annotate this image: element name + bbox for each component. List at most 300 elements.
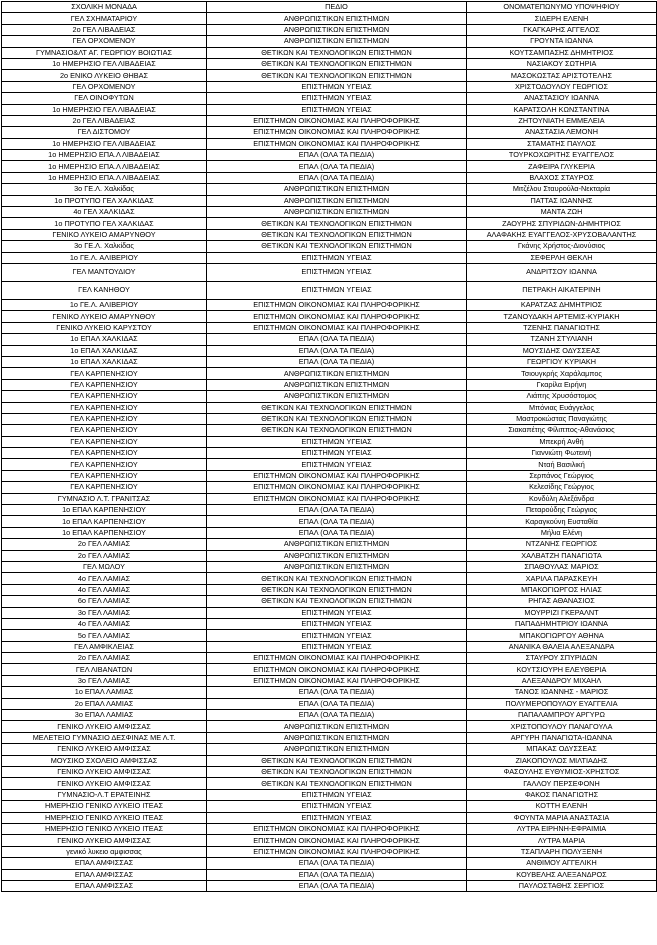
cell-school: 2ο ΓΕΛ ΛΙΒΑΔΕΙΑΣ (2, 115, 207, 126)
cell-candidate: Μιτζέλου Σταυρούλα-Νεκταρία (467, 184, 657, 195)
cell-field: ΑΝΘΡΩΠΙΣΤΙΚΩΝ ΕΠΙΣΤΗΜΩΝ (207, 550, 467, 561)
cell-field: ΕΠΙΣΤΗΜΩΝ ΥΓΕΙΑΣ (207, 801, 467, 812)
cell-candidate: ΧΑΛΒΑΤΖΗ ΠΑΝΑΓΙΩΤΑ (467, 550, 657, 561)
cell-candidate: ΣΤΑΜΑΤΗΣ ΠΑΥΛΟΣ (467, 138, 657, 149)
cell-field: ΑΝΘΡΩΠΙΣΤΙΚΩΝ ΕΠΙΣΤΗΜΩΝ (207, 732, 467, 743)
cell-school: ΕΠΑΛ ΑΜΦΙΣΣΑΣ (2, 880, 207, 891)
cell-school: ΓΕΛ ΚΑΡΠΕΝΗΣΙΟΥ (2, 402, 207, 413)
table-row (2, 448, 657, 459)
cell-field: ΑΝΘΡΩΠΙΣΤΙΚΩΝ ΕΠΙΣΤΗΜΩΝ (207, 721, 467, 732)
table-row (2, 195, 657, 206)
table-row (2, 368, 657, 379)
table-row (2, 630, 657, 641)
cell-field: ΕΠΙΣΤΗΜΩΝ ΥΓΕΙΑΣ (207, 641, 467, 652)
table-row (2, 47, 657, 58)
cell-school: ΓΕΝΙΚΟ ΛΥΚΕΙΟ ΑΜΑΡΥΝΘΟΥ (2, 311, 207, 322)
cell-candidate: Καραγκούνη Ευσταθία (467, 516, 657, 527)
table-row (2, 263, 657, 281)
cell-field: ΑΝΘΡΩΠΙΣΤΙΚΩΝ ΕΠΙΣΤΗΜΩΝ (207, 539, 467, 550)
table-row (2, 584, 657, 595)
cell-school: 2ο ΓΕΛ ΛΑΜΙΑΣ (2, 653, 207, 664)
cell-field: ΕΠΙΣΤΗΜΩΝ ΥΓΕΙΑΣ (207, 263, 467, 281)
table-row (2, 755, 657, 766)
table-row (2, 880, 657, 891)
cell-candidate: ΖΗΤΟΥΝΙΑΤΗ ΕΜΜΕΛΕΙΑ (467, 115, 657, 126)
cell-candidate: ΑΝΑΝΙΚΑ ΘΑΛΕΙΑ ΑΛΕΞΑΝΔΡΑ (467, 641, 657, 652)
cell-field: ΑΝΘΡΩΠΙΣΤΙΚΩΝ ΕΠΙΣΤΗΜΩΝ (207, 184, 467, 195)
cell-school: 1ο ΕΠΑΛ ΧΑΛΚΙΔΑΣ (2, 345, 207, 356)
cell-candidate: ΝΑΣΙΑΚΟΥ ΣΩΤΗΡΙΑ (467, 58, 657, 69)
cell-school: 1ο ΠΡΟΤΥΠΟ ΓΕΛ ΧΑΛΚΙΔΑΣ (2, 195, 207, 206)
cell-candidate: ΤΣΑΠΛΑΡΗ ΠΟΛΥΞΕΝΗ (467, 846, 657, 857)
cell-candidate: ΜΠΑΚΑΣ ΟΔΥΣΣΕΑΣ (467, 744, 657, 755)
cell-candidate: ΚΑΡΑΤΖΑΣ ΔΗΜΗΤΡΙΟΣ (467, 299, 657, 310)
cell-candidate: ΜΑΝΤΑ ΖΩΗ (467, 207, 657, 218)
cell-field: ΕΠΙΣΤΗΜΩΝ ΥΓΕΙΑΣ (207, 812, 467, 823)
cell-field: ΑΝΘΡΩΠΙΣΤΙΚΩΝ ΕΠΙΣΤΗΜΩΝ (207, 207, 467, 218)
table-row (2, 172, 657, 183)
cell-candidate: Γκαρίλα Ειρήνη (467, 379, 657, 390)
table-row (2, 104, 657, 115)
cell-school: 1ο ΠΡΟΤΥΠΟ ΓΕΛ ΧΑΛΚΙΔΑΣ (2, 218, 207, 229)
cell-school: 1ο ΗΜΕΡΗΣΙΟ ΓΕΛ ΛΙΒΑΔΕΙΑΣ (2, 138, 207, 149)
candidates-table (1, 1, 657, 892)
cell-field: ΕΠΙΣΤΗΜΩΝ ΟΙΚΟΝΟΜΙΑΣ ΚΑΙ ΠΛΗΡΟΦΟΡΙΚΗΣ (207, 470, 467, 481)
cell-field: ΕΠΙΣΤΗΜΩΝ ΥΓΕΙΑΣ (207, 618, 467, 629)
cell-school: 5ο ΓΕΛ ΛΑΜΙΑΣ (2, 630, 207, 641)
table-row (2, 835, 657, 846)
table-row (2, 618, 657, 629)
cell-candidate: ΜΠΑΚΟΓΙΩΡΓΟΥ ΑΘΗΝΑ (467, 630, 657, 641)
cell-candidate: ΣΙΔΕΡΗ ΕΛΕΝΗ (467, 13, 657, 24)
cell-candidate: Νταή Βασιλική (467, 459, 657, 470)
cell-field: ΑΝΘΡΩΠΙΣΤΙΚΩΝ ΕΠΙΣΤΗΜΩΝ (207, 24, 467, 35)
cell-school: ΓΕΛ ΜΑΝΤΟΥΔΙΟΥ (2, 263, 207, 281)
cell-school: 4ο ΓΕΛ ΧΑΛΚΙΔΑΣ (2, 207, 207, 218)
cell-field: ΕΠΑΛ (ΟΛΑ ΤΑ ΠΕΔΙΑ) (207, 869, 467, 880)
table-row (2, 573, 657, 584)
cell-school: ΓΕΛ ΚΑΡΠΕΝΗΣΙΟΥ (2, 448, 207, 459)
table-row (2, 675, 657, 686)
cell-candidate: Γιαννιώτη Φωτεινή (467, 448, 657, 459)
cell-field: ΕΠΑΛ (ΟΛΑ ΤΑ ΠΕΔΙΑ) (207, 698, 467, 709)
cell-field: ΘΕΤΙΚΩΝ ΚΑΙ ΤΕΧΝΟΛΟΓΙΚΩΝ ΕΠΙΣΤΗΜΩΝ (207, 425, 467, 436)
cell-field: ΘΕΤΙΚΩΝ ΚΑΙ ΤΕΧΝΟΛΟΓΙΚΩΝ ΕΠΙΣΤΗΜΩΝ (207, 402, 467, 413)
cell-school: ΕΠΑΛ ΑΜΦΙΣΣΑΣ (2, 869, 207, 880)
cell-field: ΘΕΤΙΚΩΝ ΚΑΙ ΤΕΧΝΟΛΟΓΙΚΩΝ ΕΠΙΣΤΗΜΩΝ (207, 58, 467, 69)
cell-school: ΕΠΑΛ ΑΜΦΙΣΣΑΣ (2, 858, 207, 869)
cell-candidate: Σερπάνος Γεώργιος (467, 470, 657, 481)
table-row (2, 229, 657, 240)
table-row (2, 698, 657, 709)
cell-school: ΓΕΝΙΚΟ ΛΥΚΕΙΟ ΑΜΦΙΣΣΑΣ (2, 835, 207, 846)
cell-candidate: ΧΡΙΣΤΟΠΟΥΛΟΥ ΠΑΝΑΓΟΥΛΑ (467, 721, 657, 732)
cell-field: ΘΕΤΙΚΩΝ ΚΑΙ ΤΕΧΝΟΛΟΓΙΚΩΝ ΕΠΙΣΤΗΜΩΝ (207, 47, 467, 58)
table-row (2, 801, 657, 812)
cell-field: ΕΠΙΣΤΗΜΩΝ ΟΙΚΟΝΟΜΙΑΣ ΚΑΙ ΠΛΗΡΟΦΟΡΙΚΗΣ (207, 653, 467, 664)
table-row (2, 70, 657, 81)
table-row (2, 789, 657, 800)
cell-candidate: ΜΟΥΡΡΙΖΙ ΓΚΕΡΑΛΝΤ (467, 607, 657, 618)
cell-school: 1ο ΓΕ.Λ. ΑΛΙΒΕΡΙΟΥ (2, 252, 207, 263)
table-row (2, 721, 657, 732)
cell-field: ΘΕΤΙΚΩΝ ΚΑΙ ΤΕΧΝΟΛΟΓΙΚΩΝ ΕΠΙΣΤΗΜΩΝ (207, 70, 467, 81)
cell-school: ΓΕΛ ΑΜΦΙΚΛΕΙΑΣ (2, 641, 207, 652)
cell-field: ΕΠΑΛ (ΟΛΑ ΤΑ ΠΕΔΙΑ) (207, 172, 467, 183)
cell-candidate: Κονδύλη Αλεξάνδρα (467, 493, 657, 504)
table-row (2, 561, 657, 572)
table-row (2, 93, 657, 104)
cell-candidate: ΤΑΝΟΣ ΙΩΑΝΝΗΣ - ΜΑΡΙΟΣ (467, 687, 657, 698)
table-row (2, 744, 657, 755)
cell-school: 4ο ΓΕΛ ΛΑΜΙΑΣ (2, 584, 207, 595)
cell-field: ΑΝΘΡΩΠΙΣΤΙΚΩΝ ΕΠΙΣΤΗΜΩΝ (207, 368, 467, 379)
cell-school: 3ο ΓΕΛ ΛΑΜΙΑΣ (2, 675, 207, 686)
cell-candidate: ΓΡΟΥΝΤΑ ΙΩΑΝΝΑ (467, 36, 657, 47)
table-row (2, 36, 657, 47)
cell-school: ΗΜΕΡΗΣΙΟ ΓΕΝΙΚΟ ΛΥΚΕΙΟ ΙΤΕΑΣ (2, 812, 207, 823)
table-row (2, 482, 657, 493)
table-row (2, 527, 657, 538)
table-row (2, 607, 657, 618)
cell-school: 2ο ΓΕΛ ΛΑΜΙΑΣ (2, 550, 207, 561)
table-row (2, 241, 657, 252)
cell-field: ΕΠΑΛ (ΟΛΑ ΤΑ ΠΕΔΙΑ) (207, 880, 467, 891)
table-row (2, 24, 657, 35)
cell-school: ΓΕΛ ΛΙΒΑΝΑΤΩΝ (2, 664, 207, 675)
cell-school: ΓΥΜΝΑΣΙΟ Λ.Τ. ΓΡΑΝΙΤΣΑΣ (2, 493, 207, 504)
table-row (2, 858, 657, 869)
cell-school: 3ο ΕΠΑΛ ΛΑΜΙΑΣ (2, 710, 207, 721)
cell-candidate: ΦΑΣΟΥΛΗΣ ΕΥΘΥΜΙΟΣ-ΧΡΗΣΤΟΣ (467, 767, 657, 778)
cell-field: ΕΠΙΣΤΗΜΩΝ ΟΙΚΟΝΟΜΙΑΣ ΚΑΙ ΠΛΗΡΟΦΟΡΙΚΗΣ (207, 675, 467, 686)
cell-school: ΓΕΛ ΚΑΡΠΕΝΗΣΙΟΥ (2, 470, 207, 481)
cell-field: ΕΠΑΛ (ΟΛΑ ΤΑ ΠΕΔΙΑ) (207, 516, 467, 527)
cell-candidate: ΣΤΑΥΡΟΥ ΣΠΥΡΙΔΩΝ (467, 653, 657, 664)
cell-field: ΕΠΙΣΤΗΜΩΝ ΥΓΕΙΑΣ (207, 104, 467, 115)
table-row (2, 539, 657, 550)
table-row (2, 127, 657, 138)
table-row (2, 150, 657, 161)
cell-field: ΕΠΑΛ (ΟΛΑ ΤΑ ΠΕΔΙΑ) (207, 505, 467, 516)
cell-school: ΓΕΝΙΚΟ ΛΥΚΕΙΟ ΑΜΑΡΥΝΘΟΥ (2, 229, 207, 240)
cell-field: ΕΠΙΣΤΗΜΩΝ ΟΙΚΟΝΟΜΙΑΣ ΚΑΙ ΠΛΗΡΟΦΟΡΙΚΗΣ (207, 322, 467, 333)
cell-candidate: ΣΠΑΘΟΥΛΑΣ ΜΑΡΙΟΣ (467, 561, 657, 572)
header-row (2, 2, 657, 13)
cell-field: ΑΝΘΡΩΠΙΣΤΙΚΩΝ ΕΠΙΣΤΗΜΩΝ (207, 391, 467, 402)
cell-school: ΓΕΛ ΔΙΣΤΟΜΟΥ (2, 127, 207, 138)
cell-field: ΕΠΙΣΤΗΜΩΝ ΥΓΕΙΑΣ (207, 252, 467, 263)
cell-candidate: ΖΑΦΕΙΡΑ ΓΛΥΚΕΡΙΑ (467, 161, 657, 172)
cell-field: ΕΠΙΣΤΗΜΩΝ ΟΙΚΟΝΟΜΙΑΣ ΚΑΙ ΠΛΗΡΟΦΟΡΙΚΗΣ (207, 138, 467, 149)
table-row (2, 402, 657, 413)
cell-candidate: ΜΟΥΣΙΔΗΣ ΟΔΥΣΣΕΑΣ (467, 345, 657, 356)
cell-candidate: ΚΟΥΤΣΑΜΠΑΣΗΣ ΔΗΜΗΤΡΙΟΣ (467, 47, 657, 58)
cell-field: ΕΠΙΣΤΗΜΩΝ ΟΙΚΟΝΟΜΙΑΣ ΚΑΙ ΠΛΗΡΟΦΟΡΙΚΗΣ (207, 127, 467, 138)
cell-school: ΓΕΛ ΟΙΝΟΦΥΤΩΝ (2, 93, 207, 104)
cell-field: ΕΠΙΣΤΗΜΩΝ ΥΓΕΙΑΣ (207, 607, 467, 618)
cell-school: ΓΕΛ ΜΩΛΟΥ (2, 561, 207, 572)
table-row (2, 710, 657, 721)
cell-candidate: ΠΑΥΛΟΣΤΑΘΗΣ ΣΕΡΓΙΟΣ (467, 880, 657, 891)
cell-field: ΕΠΙΣΤΗΜΩΝ ΥΓΕΙΑΣ (207, 281, 467, 299)
cell-field: ΕΠΑΛ (ΟΛΑ ΤΑ ΠΕΔΙΑ) (207, 356, 467, 367)
cell-field: ΑΝΘΡΩΠΙΣΤΙΚΩΝ ΕΠΙΣΤΗΜΩΝ (207, 561, 467, 572)
cell-candidate: ΛΥΤΡΑ ΜΑΡΙΑ (467, 835, 657, 846)
cell-school: ΓΕΛ ΚΑΝΗΘΟΥ (2, 281, 207, 299)
table-row (2, 516, 657, 527)
table-row (2, 778, 657, 789)
cell-school: ΓΕΛ ΚΑΡΠΕΝΗΣΙΟΥ (2, 413, 207, 424)
cell-school: 4ο ΓΕΛ ΛΑΜΙΑΣ (2, 618, 207, 629)
cell-candidate: ΤΖΑΝΗ ΣΤΥΛΙΑΝΗ (467, 334, 657, 345)
cell-candidate: ΠΑΠΑΔΗΜΗΤΡΙΟΥ ΙΩΑΝΝΑ (467, 618, 657, 629)
cell-candidate: ΑΝΑΣΤΑΣΙΑ ΛΕΜΟΝΗ (467, 127, 657, 138)
cell-candidate: Κελεσίδης Γεώργιος (467, 482, 657, 493)
table-row (2, 281, 657, 299)
cell-field: ΑΝΘΡΩΠΙΣΤΙΚΩΝ ΕΠΙΣΤΗΜΩΝ (207, 195, 467, 206)
cell-school: 1ο ΕΠΑΛ ΚΑΡΠΕΝΗΣΙΟΥ (2, 527, 207, 538)
table-row (2, 115, 657, 126)
cell-candidate: ΚΟΤΤΗ ΕΛΕΝΗ (467, 801, 657, 812)
cell-school: ΓΕΛ ΚΑΡΠΕΝΗΣΙΟΥ (2, 379, 207, 390)
table-row (2, 299, 657, 310)
cell-school: 2ο ΓΕΛ ΛΑΜΙΑΣ (2, 539, 207, 550)
cell-field: ΕΠΑΛ (ΟΛΑ ΤΑ ΠΕΔΙΑ) (207, 334, 467, 345)
cell-field: ΕΠΑΛ (ΟΛΑ ΤΑ ΠΕΔΙΑ) (207, 345, 467, 356)
table-row (2, 823, 657, 834)
cell-candidate: ΦΟΥΝΤΑ ΜΑΡΙΑ ΑΝΑΣΤΑΣΙΑ (467, 812, 657, 823)
cell-field: ΕΠΑΛ (ΟΛΑ ΤΑ ΠΕΔΙΑ) (207, 687, 467, 698)
header-field: ΠΕΔΙΟ (207, 2, 467, 13)
table-row (2, 436, 657, 447)
cell-field: ΑΝΘΡΩΠΙΣΤΙΚΩΝ ΕΠΙΣΤΗΜΩΝ (207, 13, 467, 24)
cell-field: ΘΕΤΙΚΩΝ ΚΑΙ ΤΕΧΝΟΛΟΓΙΚΩΝ ΕΠΙΣΤΗΜΩΝ (207, 767, 467, 778)
cell-candidate: ΣΕΦΕΡΛΗ ΘΕΚΛΗ (467, 252, 657, 263)
cell-field: ΕΠΙΣΤΗΜΩΝ ΥΓΕΙΑΣ (207, 93, 467, 104)
table-row (2, 596, 657, 607)
cell-candidate: ΑΝΘΙΜΟΥ ΑΓΓΕΛΙΚΗ (467, 858, 657, 869)
table-row (2, 311, 657, 322)
cell-candidate: ΓΑΛΛΟΥ ΠΕΡΣΕΦΟΝΗ (467, 778, 657, 789)
cell-candidate: ΛΥΤΡΑ ΕΙΡΗΝΗ-ΕΦΡΑΙΜΙΑ (467, 823, 657, 834)
cell-school: 3ο ΓΕ.Λ. Χαλκίδας (2, 184, 207, 195)
cell-school: 1ο ΗΜΕΡΗΣΙΟ ΕΠΑ.Λ ΛΙΒΑΔΕΙΑΣ (2, 161, 207, 172)
table-row (2, 345, 657, 356)
cell-school: 1ο ΕΠΑΛ ΚΑΡΠΕΝΗΣΙΟΥ (2, 505, 207, 516)
cell-school: ΓΥΜΝΑΣΙΟ-Λ.Τ ΕΡΑΤΕΙΝΗΣ (2, 789, 207, 800)
cell-field: ΕΠΙΣΤΗΜΩΝ ΥΓΕΙΑΣ (207, 630, 467, 641)
table-row (2, 161, 657, 172)
cell-candidate: ΤΖΕΝΗΣ ΠΑΝΑΓΙΩΤΗΣ (467, 322, 657, 333)
cell-field: ΕΠΑΛ (ΟΛΑ ΤΑ ΠΕΔΙΑ) (207, 710, 467, 721)
cell-school: ΗΜΕΡΗΣΙΟ ΓΕΝΙΚΟ ΛΥΚΕΙΟ ΙΤΕΑΣ (2, 801, 207, 812)
cell-school: ΓΕΝΙΚΟ ΛΥΚΕΙΟ ΑΜΦΙΣΣΑΣ (2, 778, 207, 789)
cell-school: 1ο ΕΠΑΛ ΚΑΡΠΕΝΗΣΙΟΥ (2, 516, 207, 527)
cell-school: ΓΕΝΙΚΟ ΛΥΚΕΙΟ ΑΜΦΙΣΣΑΣ (2, 767, 207, 778)
cell-candidate: ΧΑΡΙΛΑ ΠΑΡΑΣΚΕΥΗ (467, 573, 657, 584)
cell-candidate: ΒΛΑΧΟΣ ΣΤΑΥΡΟΣ (467, 172, 657, 183)
cell-candidate: Μπόνιας Ευάγγελος (467, 402, 657, 413)
cell-field: ΕΠΑΛ (ΟΛΑ ΤΑ ΠΕΔΙΑ) (207, 527, 467, 538)
cell-field: ΕΠΙΣΤΗΜΩΝ ΥΓΕΙΑΣ (207, 448, 467, 459)
cell-candidate: ΚΑΡΑΤΣΟΛΗ ΚΩΝΣΤΑΝΤΙΝΑ (467, 104, 657, 115)
table-row (2, 184, 657, 195)
cell-school: 1ο ΗΜΕΡΗΣΙΟ ΕΠΑ.Λ ΛΙΒΑΔΕΙΑΣ (2, 150, 207, 161)
table-row (2, 391, 657, 402)
cell-school: γενικό λυκειο αμφισσας (2, 846, 207, 857)
cell-candidate: ΡΗΓΑΣ ΑΘΑΝΑΣΙΟΣ (467, 596, 657, 607)
table-row (2, 413, 657, 424)
header-candidate: ΟΝΟΜΑΤΕΠΩΝΥΜΟ ΥΠΟΨΗΦΙΟΥ (467, 2, 657, 13)
cell-school: 2ο ΓΕΛ ΛΙΒΑΔΕΙΑΣ (2, 24, 207, 35)
table-row (2, 334, 657, 345)
table-row (2, 653, 657, 664)
cell-field: ΕΠΙΣΤΗΜΩΝ ΟΙΚΟΝΟΜΙΑΣ ΚΑΙ ΠΛΗΡΟΦΟΡΙΚΗΣ (207, 493, 467, 504)
cell-candidate: Σιακαπέτης Φίλιππος-Αθανάσιος (467, 425, 657, 436)
cell-field: ΘΕΤΙΚΩΝ ΚΑΙ ΤΕΧΝΟΛΟΓΙΚΩΝ ΕΠΙΣΤΗΜΩΝ (207, 596, 467, 607)
cell-school: ΓΕΛ ΚΑΡΠΕΝΗΣΙΟΥ (2, 436, 207, 447)
cell-field: ΕΠΙΣΤΗΜΩΝ ΟΙΚΟΝΟΜΙΑΣ ΚΑΙ ΠΛΗΡΟΦΟΡΙΚΗΣ (207, 846, 467, 857)
cell-school: 2ο ΕΠΑΛ ΛΑΜΙΑΣ (2, 698, 207, 709)
table-row (2, 138, 657, 149)
cell-candidate: ΝΤΖΑΝΗΣ ΓΕΩΡΓΙΟΣ (467, 539, 657, 550)
cell-field: ΘΕΤΙΚΩΝ ΚΑΙ ΤΕΧΝΟΛΟΓΙΚΩΝ ΕΠΙΣΤΗΜΩΝ (207, 573, 467, 584)
table-row (2, 812, 657, 823)
cell-candidate: ΓΕΩΡΓΙΟΥ ΚΥΡΙΑΚΗ (467, 356, 657, 367)
cell-candidate: ΠΕΤΡΑΚΗ ΑΙΚΑΤΕΡΙΝΗ (467, 281, 657, 299)
cell-candidate: Τσιουγκρής Χαράλαμπος (467, 368, 657, 379)
table-row (2, 425, 657, 436)
cell-candidate: ΖΑΟΥΡΗΣ ΣΠΥΡΙΔΩΝ-ΔΗΜΗΤΡΙΟΣ (467, 218, 657, 229)
table-row (2, 687, 657, 698)
cell-school: ΜΟΥΣΙΚΟ ΣΧΟΛΕΙΟ ΑΜΦΙΣΣΑΣ (2, 755, 207, 766)
cell-field: ΕΠΙΣΤΗΜΩΝ ΥΓΕΙΑΣ (207, 436, 467, 447)
table-row (2, 218, 657, 229)
cell-school: 6ο ΓΕΛ ΛΑΜΙΑΣ (2, 596, 207, 607)
cell-candidate: ΜΑΣΟΚΩΣΤΑΣ ΑΡΙΣΤΟΤΕΛΗΣ (467, 70, 657, 81)
cell-candidate: ΓΚΑΓΚΑΡΗΣ ΑΓΓΕΛΟΣ (467, 24, 657, 35)
cell-candidate: ΑΝΔΡΙΤΣΟΥ ΙΩΑΝΝΑ (467, 263, 657, 281)
cell-candidate: Μήλια Ελένη (467, 527, 657, 538)
cell-candidate: Μπεκρή Ανθή (467, 436, 657, 447)
cell-school: 1ο ΕΠΑΛ ΧΑΛΚΙΔΑΣ (2, 334, 207, 345)
cell-school: 2ο ΕΝΙΚΟ ΛΥΚΕΙΟ ΘΗΒΑΣ (2, 70, 207, 81)
cell-candidate: ΠΑΤΤΑΣ ΙΩΑΝΝΗΣ (467, 195, 657, 206)
cell-field: ΕΠΙΣΤΗΜΩΝ ΟΙΚΟΝΟΜΙΑΣ ΚΑΙ ΠΛΗΡΟΦΟΡΙΚΗΣ (207, 482, 467, 493)
cell-field: ΘΕΤΙΚΩΝ ΚΑΙ ΤΕΧΝΟΛΟΓΙΚΩΝ ΕΠΙΣΤΗΜΩΝ (207, 755, 467, 766)
cell-field: ΘΕΤΙΚΩΝ ΚΑΙ ΤΕΧΝΟΛΟΓΙΚΩΝ ΕΠΙΣΤΗΜΩΝ (207, 218, 467, 229)
cell-field: ΕΠΙΣΤΗΜΩΝ ΟΙΚΟΝΟΜΙΑΣ ΚΑΙ ΠΛΗΡΟΦΟΡΙΚΗΣ (207, 311, 467, 322)
table-row (2, 379, 657, 390)
cell-field: ΕΠΙΣΤΗΜΩΝ ΟΙΚΟΝΟΜΙΑΣ ΚΑΙ ΠΛΗΡΟΦΟΡΙΚΗΣ (207, 835, 467, 846)
cell-field: ΕΠΙΣΤΗΜΩΝ ΟΙΚΟΝΟΜΙΑΣ ΚΑΙ ΠΛΗΡΟΦΟΡΙΚΗΣ (207, 299, 467, 310)
table-row (2, 356, 657, 367)
cell-candidate: Μαστροκώστας Παναγιώτης (467, 413, 657, 424)
cell-school: ΜΕΛΕΤΕΙΟ ΓΥΜΝΑΣΙΟ ΔΕΣΦΙΝΑΣ ΜΕ Λ.Τ. (2, 732, 207, 743)
table-row (2, 869, 657, 880)
cell-school: 1ο ΗΜΕΡΗΣΙΟ ΕΠΑ.Λ ΛΙΒΑΔΕΙΑΣ (2, 172, 207, 183)
cell-field: ΑΝΘΡΩΠΙΣΤΙΚΩΝ ΕΠΙΣΤΗΜΩΝ (207, 744, 467, 755)
cell-candidate: ΧΡΙΣΤΟΔΟΥΛΟΥ ΓΕΩΡΓΙΟΣ (467, 81, 657, 92)
cell-candidate: ΑΛΑΦΑΚΗΣ ΕΥΑΓΓΕΛΟΣ-ΧΡΥΣΟΒΑΛΑΝΤΗΣ (467, 229, 657, 240)
cell-school: ΓΕΛ ΚΑΡΠΕΝΗΣΙΟΥ (2, 425, 207, 436)
cell-school: ΗΜΕΡΗΣΙΟ ΓΕΝΙΚΟ ΛΥΚΕΙΟ ΙΤΕΑΣ (2, 823, 207, 834)
cell-field: ΑΝΘΡΩΠΙΣΤΙΚΩΝ ΕΠΙΣΤΗΜΩΝ (207, 379, 467, 390)
cell-field: ΕΠΙΣΤΗΜΩΝ ΟΙΚΟΝΟΜΙΑΣ ΚΑΙ ΠΛΗΡΟΦΟΡΙΚΗΣ (207, 115, 467, 126)
cell-school: ΓΕΛ ΚΑΡΠΕΝΗΣΙΟΥ (2, 482, 207, 493)
cell-school: ΓΕΝΙΚΟ ΛΥΚΕΙΟ ΑΜΦΙΣΣΑΣ (2, 744, 207, 755)
cell-school: 1ο ΓΕ.Λ. ΑΛΙΒΕΡΙΟΥ (2, 299, 207, 310)
cell-field: ΕΠΑΛ (ΟΛΑ ΤΑ ΠΕΔΙΑ) (207, 150, 467, 161)
cell-field: ΘΕΤΙΚΩΝ ΚΑΙ ΤΕΧΝΟΛΟΓΙΚΩΝ ΕΠΙΣΤΗΜΩΝ (207, 584, 467, 595)
cell-field: ΕΠΙΣΤΗΜΩΝ ΟΙΚΟΝΟΜΙΑΣ ΚΑΙ ΠΛΗΡΟΦΟΡΙΚΗΣ (207, 823, 467, 834)
cell-school: ΓΕΛ ΚΑΡΠΕΝΗΣΙΟΥ (2, 459, 207, 470)
cell-candidate: ΑΝΑΣΤΑΣΙΟΥ ΙΩΑΝΝΑ (467, 93, 657, 104)
table-row (2, 732, 657, 743)
table-row (2, 767, 657, 778)
cell-candidate: ΤΖΑΝΟΥΔΑΚΗ ΑΡΤΕΜΙΣ-ΚΥΡΙΑΚΗ (467, 311, 657, 322)
table-row (2, 493, 657, 504)
cell-school: ΓΕΛ ΟΡΧΟΜΕΝΟΥ (2, 36, 207, 47)
cell-school: 3ο ΓΕΛ ΛΑΜΙΑΣ (2, 607, 207, 618)
cell-candidate: ΜΠΑΚΟΓΙΩΡΓΟΣ ΗΛΙΑΣ (467, 584, 657, 595)
cell-candidate: Γκάνης Χρήστος-Διονύσιος (467, 241, 657, 252)
cell-candidate: ΖΙΑΚΟΠΟΥΛΟΣ ΜΙΛΤΙΑΔΗΣ (467, 755, 657, 766)
cell-school: ΓΕΛ ΚΑΡΠΕΝΗΣΙΟΥ (2, 368, 207, 379)
cell-school: 1ο ΗΜΕΡΗΣΙΟ ΓΕΛ ΛΙΒΑΔΕΙΑΣ (2, 58, 207, 69)
cell-candidate: ΤΟΥΡΚΟΧΩΡΙΤΗΣ ΕΥΑΓΓΕΛΟΣ (467, 150, 657, 161)
cell-field: ΑΝΘΡΩΠΙΣΤΙΚΩΝ ΕΠΙΣΤΗΜΩΝ (207, 36, 467, 47)
cell-candidate: ΚΟΥΒΕΛΗΣ ΑΛΕΞΑΝΔΡΟΣ (467, 869, 657, 880)
cell-school: ΓΕΛ ΚΑΡΠΕΝΗΣΙΟΥ (2, 391, 207, 402)
cell-field: ΕΠΙΣΤΗΜΩΝ ΟΙΚΟΝΟΜΙΑΣ ΚΑΙ ΠΛΗΡΟΦΟΡΙΚΗΣ (207, 664, 467, 675)
cell-school: ΓΕΝΙΚΟ ΛΥΚΕΙΟ ΑΜΦΙΣΣΑΣ (2, 721, 207, 732)
cell-school: 1ο ΗΜΕΡΗΣΙΟ ΓΕΛ ΛΙΒΑΔΕΙΑΣ (2, 104, 207, 115)
cell-school: ΓΥΜΝΑΣΙΟ&ΛΤ ΑΓ. ΓΕΩΡΓΙΟΥ ΒΟΙΩΤΙΑΣ (2, 47, 207, 58)
table-row (2, 664, 657, 675)
cell-field: ΘΕΤΙΚΩΝ ΚΑΙ ΤΕΧΝΟΛΟΓΙΚΩΝ ΕΠΙΣΤΗΜΩΝ (207, 778, 467, 789)
cell-school: ΓΕΛ ΣΧΗΜΑΤΑΡΙΟΥ (2, 13, 207, 24)
cell-school: 4ο ΓΕΛ ΛΑΜΙΑΣ (2, 573, 207, 584)
table-row (2, 470, 657, 481)
table-row (2, 322, 657, 333)
cell-field: ΕΠΙΣΤΗΜΩΝ ΥΓΕΙΑΣ (207, 459, 467, 470)
cell-school: 3ο ΓΕ.Λ. Χαλκίδας (2, 241, 207, 252)
cell-candidate: Λιάπης Χρυσόστομος (467, 391, 657, 402)
header-school: ΣΧΟΛΙΚΗ ΜΟΝΑΔΑ (2, 2, 207, 13)
cell-candidate: Πεταρούδης Γεώργιος (467, 505, 657, 516)
cell-candidate: ΦΑΚΟΣ ΠΑΝΑΓΙΩΤΗΣ (467, 789, 657, 800)
table-row (2, 13, 657, 24)
table-row (2, 846, 657, 857)
cell-candidate: ΑΛΕΞΑΝΔΡΟΥ ΜΙΧΑΗΛ (467, 675, 657, 686)
table-row (2, 207, 657, 218)
cell-field: ΕΠΙΣΤΗΜΩΝ ΥΓΕΙΑΣ (207, 789, 467, 800)
cell-field: ΕΠΙΣΤΗΜΩΝ ΥΓΕΙΑΣ (207, 81, 467, 92)
table-row (2, 58, 657, 69)
cell-field: ΕΠΑΛ (ΟΛΑ ΤΑ ΠΕΔΙΑ) (207, 161, 467, 172)
cell-candidate: ΚΟΥΤΣΙΟΥΡΗ ΕΛΕΥΘΕΡΙΑ (467, 664, 657, 675)
cell-school: 1ο ΕΠΑΛ ΛΑΜΙΑΣ (2, 687, 207, 698)
cell-field: ΘΕΤΙΚΩΝ ΚΑΙ ΤΕΧΝΟΛΟΓΙΚΩΝ ΕΠΙΣΤΗΜΩΝ (207, 229, 467, 240)
cell-field: ΘΕΤΙΚΩΝ ΚΑΙ ΤΕΧΝΟΛΟΓΙΚΩΝ ΕΠΙΣΤΗΜΩΝ (207, 413, 467, 424)
table-row (2, 459, 657, 470)
table-row (2, 641, 657, 652)
table-row (2, 252, 657, 263)
cell-field: ΘΕΤΙΚΩΝ ΚΑΙ ΤΕΧΝΟΛΟΓΙΚΩΝ ΕΠΙΣΤΗΜΩΝ (207, 241, 467, 252)
table-row (2, 81, 657, 92)
